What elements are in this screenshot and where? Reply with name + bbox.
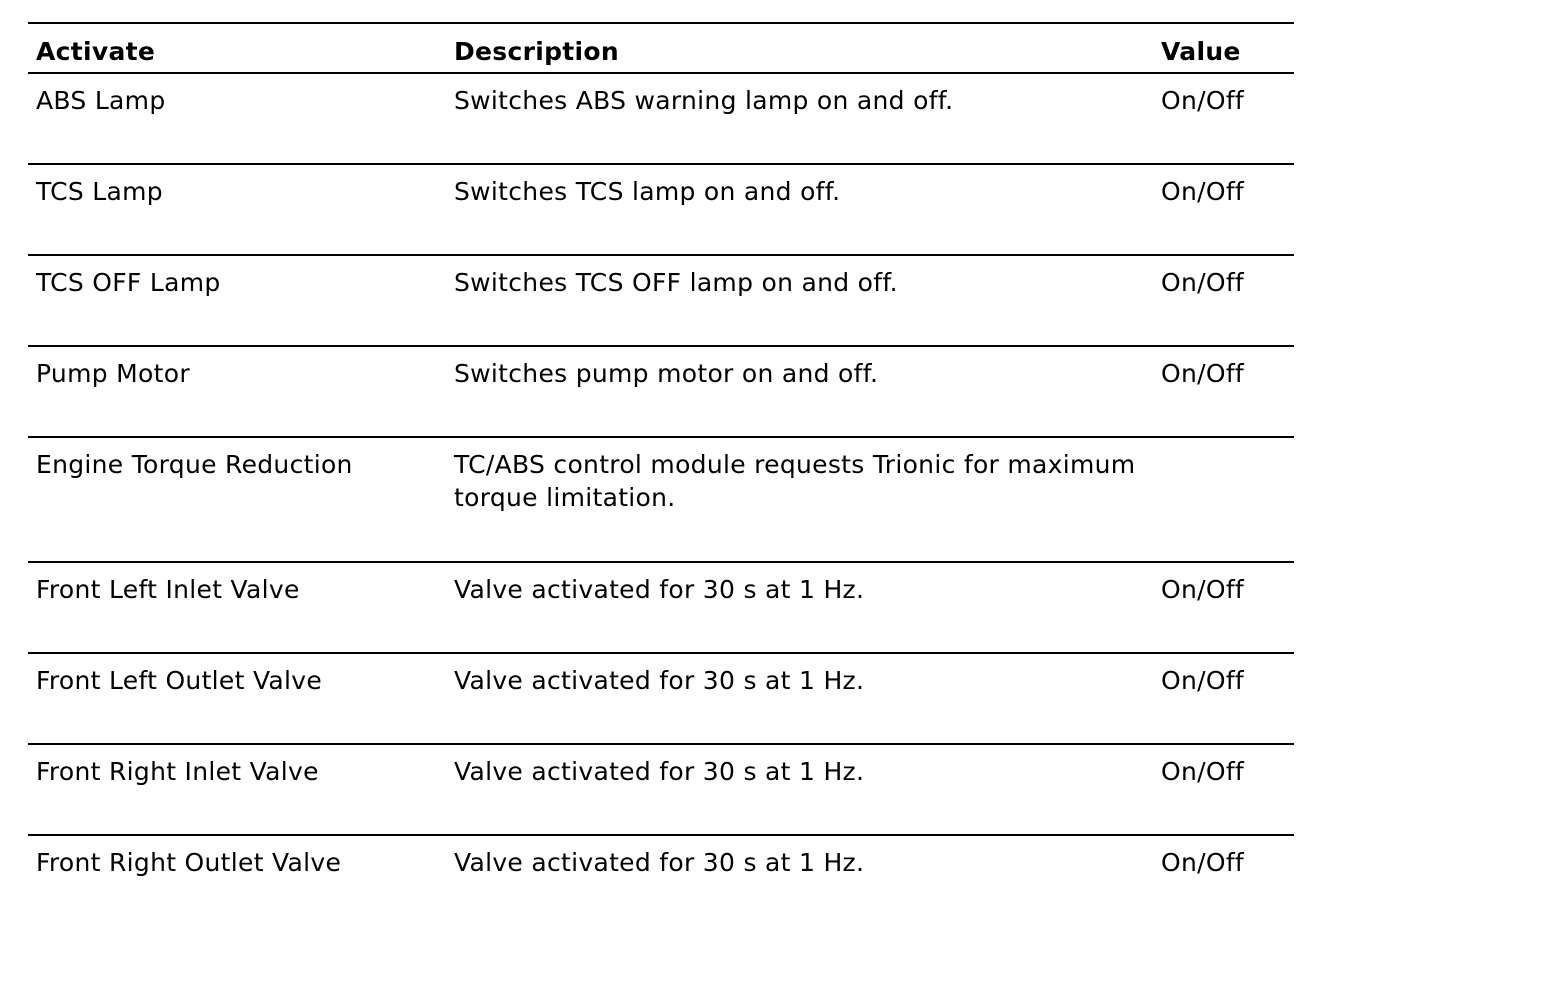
cell-description: Valve activated for 30 s at 1 Hz.: [454, 757, 865, 786]
cell-activate: Pump Motor: [36, 359, 190, 388]
cell-description: Valve activated for 30 s at 1 Hz.: [454, 575, 865, 604]
cell-description: Valve activated for 30 s at 1 Hz.: [454, 666, 865, 695]
activation-table-container: [28, 22, 1294, 926]
cell-description: Switches TCS OFF lamp on and off.: [454, 268, 898, 297]
cell-activate: ABS Lamp: [36, 86, 166, 115]
cell-description: TC/ABS control module requests Trionic for maximum torque limitation.: [454, 450, 1136, 512]
cell-value: [1153, 437, 1294, 562]
header-value: Value: [1161, 37, 1241, 66]
table-row: [28, 437, 1294, 562]
table-row: [28, 346, 1294, 437]
header-description: Description: [454, 37, 619, 66]
cell-description: Valve activated for 30 s at 1 Hz.: [454, 848, 865, 877]
cell-activate: Front Right Inlet Valve: [36, 757, 319, 786]
cell-value: On/Off: [1161, 757, 1245, 786]
header-row: [28, 23, 1294, 73]
table-row: [28, 835, 1294, 926]
cell-activate: Engine Torque Reduction: [36, 450, 353, 479]
table-row: [28, 562, 1294, 653]
cell-value: On/Off: [1161, 575, 1245, 604]
table-row: [28, 73, 1294, 164]
header-activate: Activate: [36, 37, 156, 66]
table-body: [28, 73, 1294, 926]
cell-activate: Front Right Outlet Valve: [36, 848, 342, 877]
cell-activate: Front Left Inlet Valve: [36, 575, 300, 604]
cell-description: Switches TCS lamp on and off.: [454, 177, 841, 206]
cell-activate: TCS Lamp: [36, 177, 163, 206]
activation-table: [28, 22, 1294, 926]
cell-value: On/Off: [1161, 268, 1245, 297]
table-row: [28, 653, 1294, 744]
cell-value: On/Off: [1161, 848, 1245, 877]
cell-value: On/Off: [1161, 177, 1245, 206]
cell-activate: TCS OFF Lamp: [36, 268, 221, 297]
cell-activate: Front Left Outlet Valve: [36, 666, 323, 695]
table-row: [28, 255, 1294, 346]
cell-value: On/Off: [1161, 359, 1245, 388]
cell-description: Switches pump motor on and off.: [454, 359, 879, 388]
table-row: [28, 164, 1294, 255]
table-row: [28, 744, 1294, 835]
cell-description: Switches ABS warning lamp on and off.: [454, 86, 954, 115]
table-header: [28, 23, 1294, 73]
cell-value: On/Off: [1161, 86, 1245, 115]
cell-value: On/Off: [1161, 666, 1245, 695]
